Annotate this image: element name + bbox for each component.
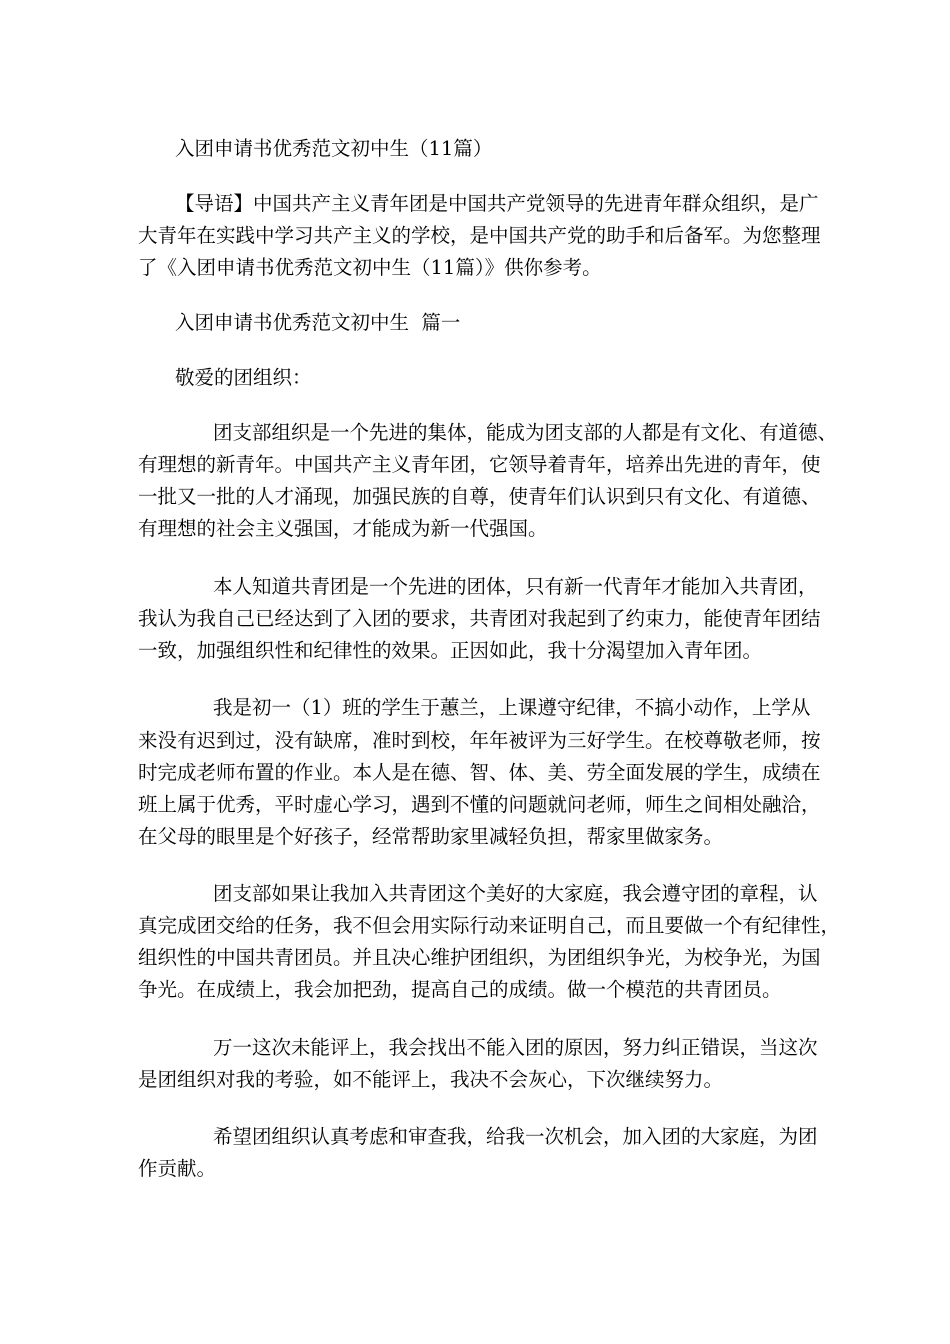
intro-line: 大青年在实践中学习共产主义的学校，是中国共产党的助手和后备军。为您整理 bbox=[138, 224, 821, 247]
intro-line: 【导语】中国共产主义青年团是中国共产党领导的先进青年群众组织，是广 bbox=[175, 192, 819, 215]
paragraph-line: 是团组织对我的考验，如不能评上，我决不会灰心，下次继续努力。 bbox=[138, 1068, 724, 1091]
paragraph-line: 一批又一批的人才涌现，加强民族的自尊，使青年们认识到只有文化、有道德、 bbox=[138, 485, 821, 508]
paragraph-line: 真完成团交给的任务，我不但会用实际行动来证明自己，而且要做一个有纪律性， bbox=[138, 914, 841, 937]
paragraph-line: 希望团组织认真考虑和审查我，给我一次机会，加入团的大家庭，为团 bbox=[213, 1125, 818, 1148]
paragraph-line: 万一这次未能评上，我会找出不能入团的原因，努力纠正错误，当这次 bbox=[213, 1036, 818, 1059]
paragraph-line: 作贡献。 bbox=[138, 1157, 217, 1180]
paragraph-line: 在父母的眼里是个好孩子，经常帮助家里减轻负担，帮家里做家务。 bbox=[138, 825, 724, 848]
paragraph-line: 争光。在成绩上，我会加把劲，提高自己的成绩。做一个模范的共青团员。 bbox=[138, 978, 782, 1001]
paragraph-line: 我认为我自己已经达到了入团的要求，共青团对我起到了约束力，能使青年团结 bbox=[138, 607, 821, 630]
intro-line: 了《入团申请书优秀范文初中生（11篇）》供你参考。 bbox=[138, 256, 602, 279]
paragraph-line: 有理想的社会主义强国，才能成为新一代强国。 bbox=[138, 517, 548, 540]
salutation: 敬爱的团组织： bbox=[175, 366, 312, 389]
paragraph-line: 来没有迟到过，没有缺席，准时到校，年年被评为三好学生。在校尊敬老师，按 bbox=[138, 729, 821, 752]
paragraph-line: 班上属于优秀，平时虚心学习，遇到不懂的问题就问老师，师生之间相处融洽， bbox=[138, 793, 821, 816]
paragraph-line: 团支部组织是一个先进的集体，能成为团支部的人都是有文化、有道德、 bbox=[213, 421, 838, 444]
document-title: 入团申请书优秀范文初中生（11篇） bbox=[175, 137, 493, 160]
section-heading: 入团申请书优秀范文初中生 篇一 bbox=[175, 311, 461, 334]
paragraph-line: 有理想的新青年。中国共产主义青年团，它领导着青年，培养出先进的青年，使 bbox=[138, 453, 821, 476]
paragraph-line: 本人知道共青团是一个先进的团体，只有新一代青年才能加入共青团， bbox=[213, 575, 818, 598]
paragraph-line: 我是初一（1）班的学生于蕙兰，上课遵守纪律，不搞小动作，上学从 bbox=[213, 696, 811, 719]
paragraph-line: 团支部如果让我加入共青团这个美好的大家庭，我会遵守团的章程，认 bbox=[213, 882, 818, 905]
paragraph-line: 时完成老师布置的作业。本人是在德、智、体、美、劳全面发展的学生，成绩在 bbox=[138, 761, 821, 784]
paragraph-line: 组织性的中国共青团员。并且决心维护团组织，为团组织争光，为校争光，为国 bbox=[138, 946, 821, 969]
paragraph-line: 一致，加强组织性和纪律性的效果。正因如此，我十分渴望加入青年团。 bbox=[138, 639, 763, 662]
